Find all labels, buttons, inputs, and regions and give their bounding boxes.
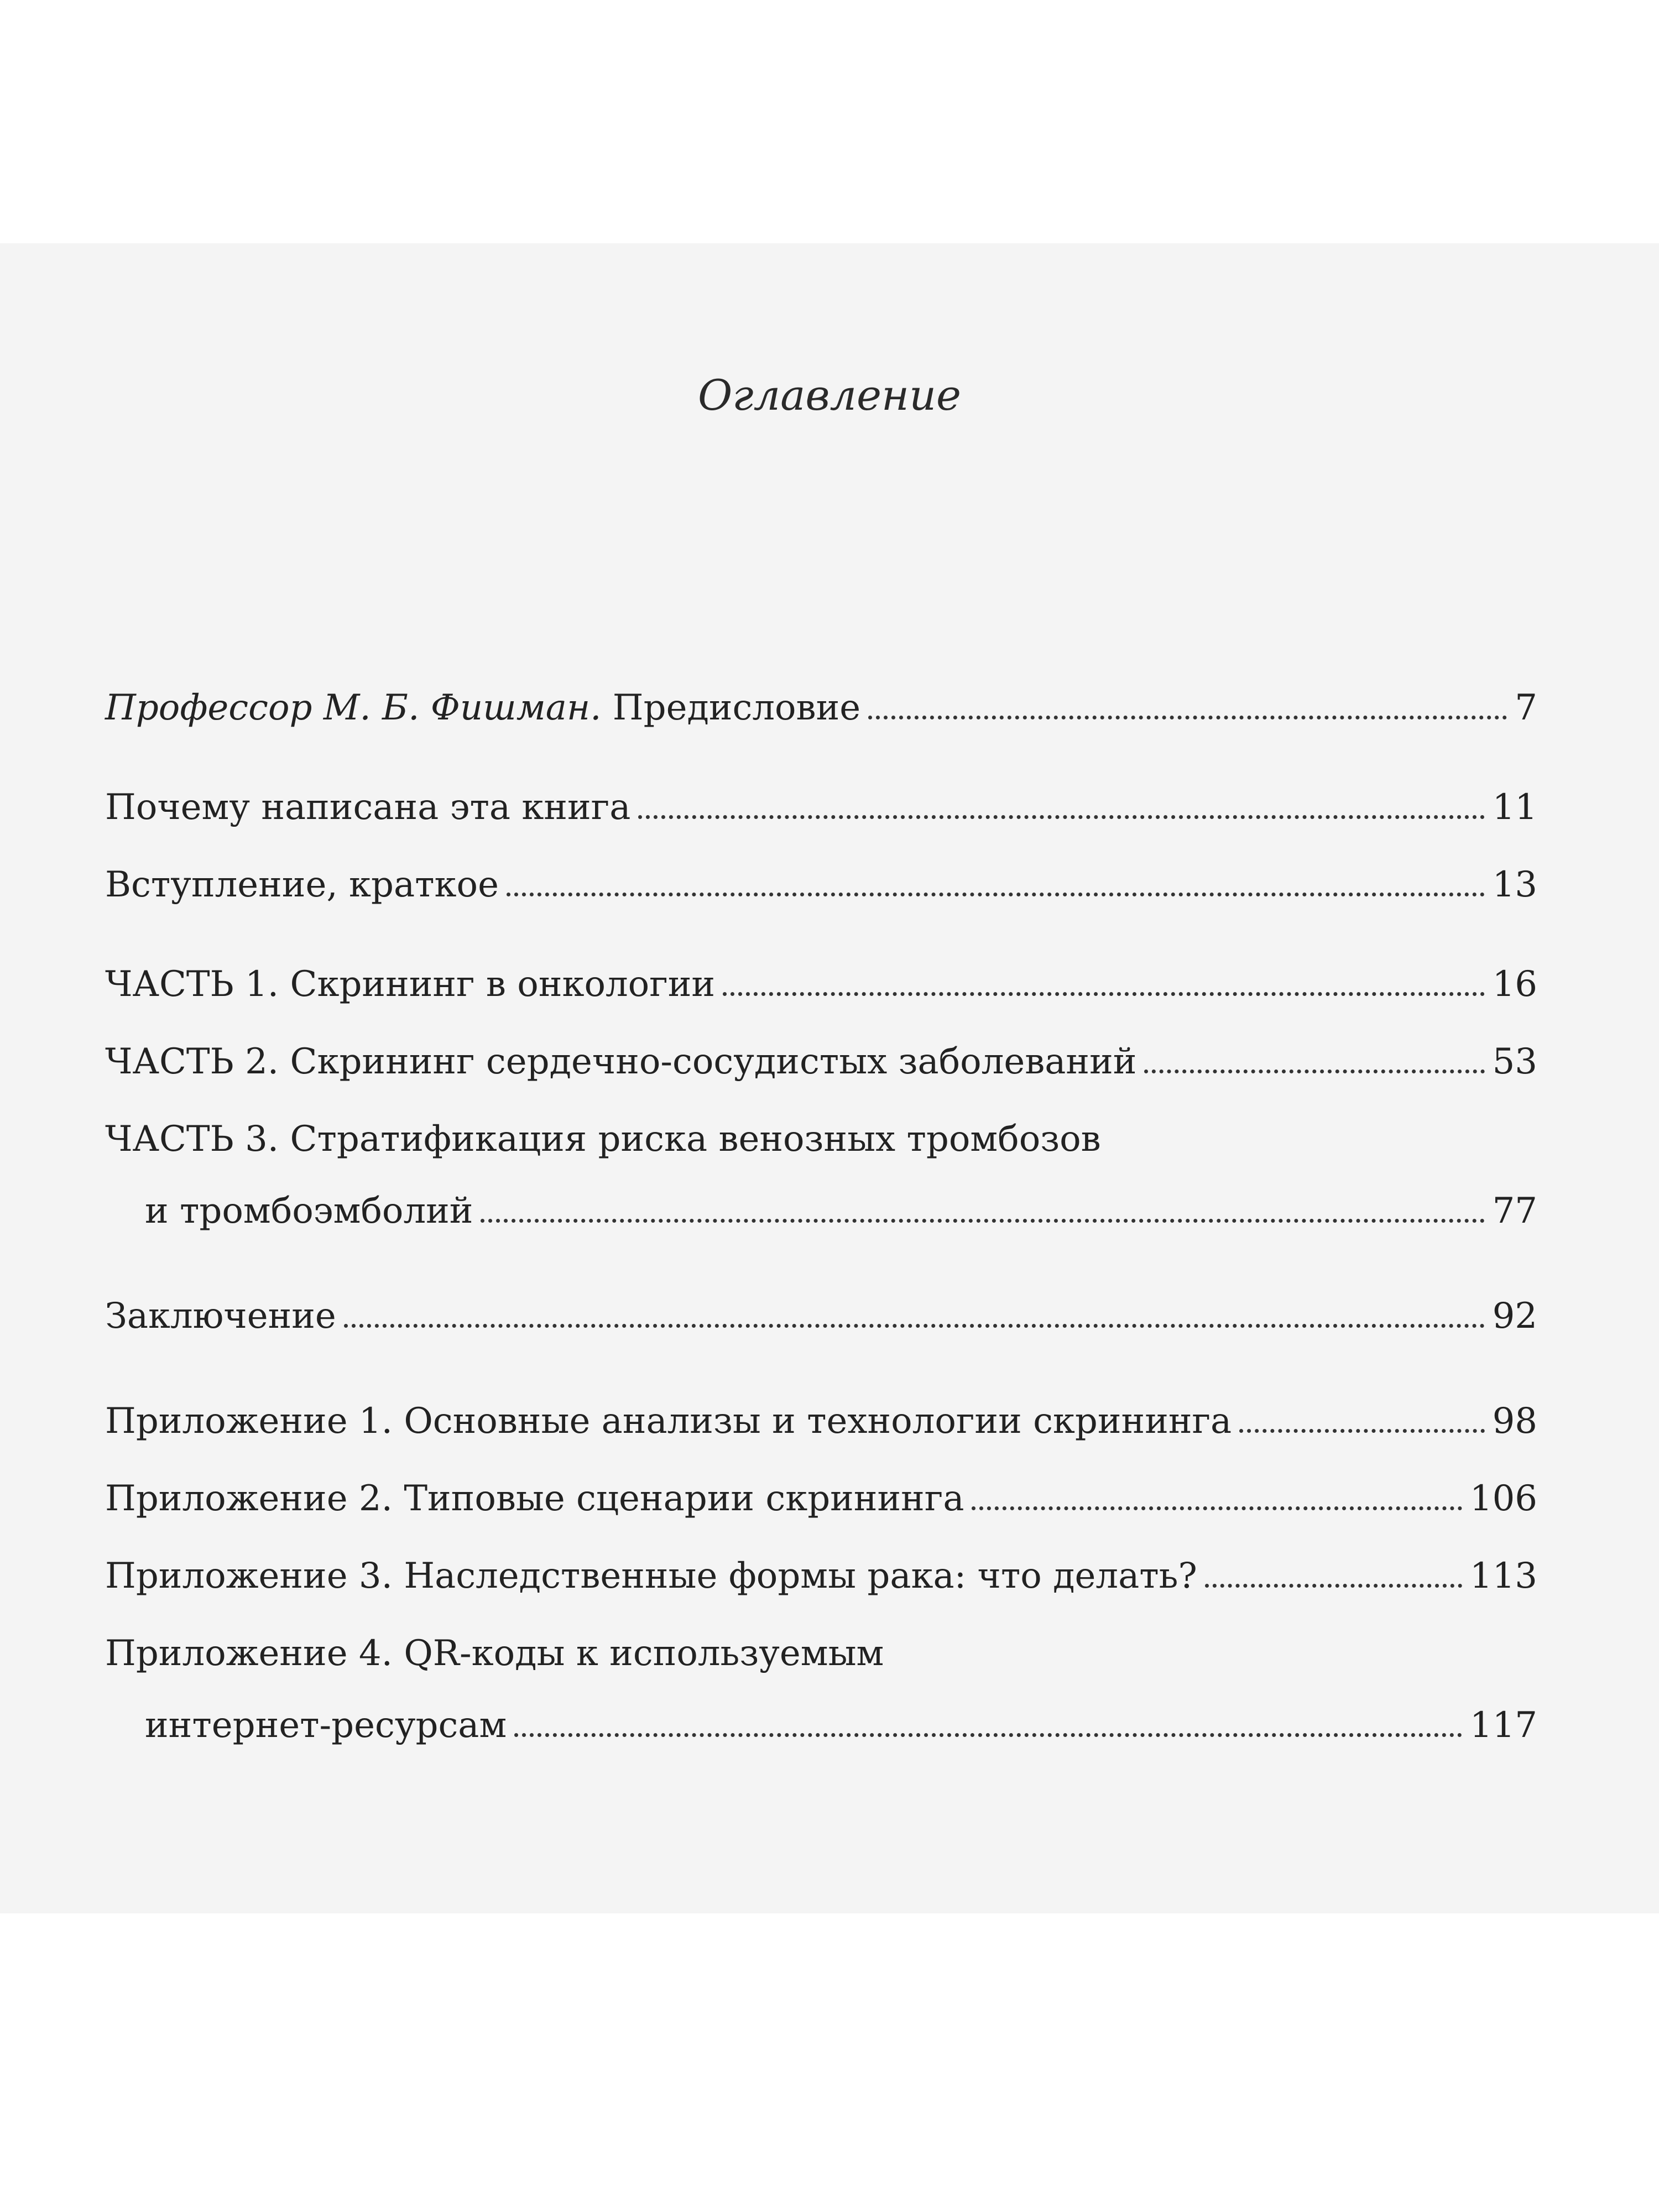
leader-dots [1144, 1070, 1484, 1073]
toc-page-number: 7 [1515, 687, 1537, 728]
leader-dots [972, 1506, 1462, 1510]
toc-entry-appendix4: Приложение 4. QR-коды к используемым [105, 1633, 884, 1674]
toc-entry-part1 [105, 962, 1537, 1006]
toc-page-number: 113 [1469, 1556, 1537, 1597]
leader-dots [481, 1219, 1484, 1223]
toc-entry-title: Заключение [105, 1296, 336, 1337]
toc-entry-conclusion [105, 1294, 1537, 1338]
leader-dots [1205, 1584, 1462, 1588]
toc-entry-title: Вступление, краткое [105, 864, 499, 905]
toc-entry-part3: ЧАСТЬ 3. Стратификация риска венозных тромбозов [105, 1119, 1101, 1160]
toc-page-number: 53 [1492, 1041, 1537, 1082]
toc-entry-intro [105, 863, 1537, 907]
toc-entry-appendix3 [105, 1554, 1537, 1598]
book-page [0, 243, 1659, 1913]
toc-entry-title: Приложение 1. Основные анализы и технологии скрининга [105, 1401, 1232, 1442]
toc-entry-title: ЧАСТЬ 1. Скрининг в онкологии [105, 964, 716, 1005]
toc-page-number: 92 [1492, 1296, 1537, 1337]
leader-dots [868, 716, 1507, 719]
leader-dots [723, 992, 1485, 996]
leader-dots [507, 893, 1485, 896]
toc-page-number: 77 [1492, 1191, 1537, 1232]
toc-page-number: 98 [1492, 1401, 1537, 1442]
toc-entry-title: Предисловие [601, 687, 861, 728]
leader-dots [344, 1324, 1485, 1328]
toc-entry-title: Почему написана эта книга [105, 787, 631, 828]
toc-entry-appendix1 [105, 1399, 1537, 1443]
leader-dots [514, 1733, 1462, 1737]
toc-entry-appendix4-cont [145, 1703, 1537, 1747]
toc-entry-preface [105, 686, 1537, 730]
toc-page-number: 11 [1492, 787, 1537, 828]
toc-entry-part3-cont [145, 1189, 1537, 1233]
toc-entry-author: Профессор М. Б. Фишман. [105, 687, 602, 728]
toc-entry-title: Приложение 3. Наследственные формы рака: что делать? [105, 1556, 1197, 1597]
toc-page-number: 13 [1492, 864, 1537, 905]
leader-dots [1239, 1429, 1484, 1433]
toc-entry-title: интернет-ресурсам [145, 1705, 507, 1746]
toc-entry-text [105, 686, 860, 730]
toc-entry-why [105, 785, 1537, 830]
toc-entry-part2 [105, 1040, 1537, 1084]
page-title: Оглавление [697, 371, 961, 420]
toc-page-number: 106 [1469, 1478, 1537, 1519]
toc-entry-appendix2 [105, 1477, 1537, 1521]
toc-page-number: 117 [1469, 1705, 1537, 1746]
toc-page-number: 16 [1492, 964, 1537, 1005]
toc-entry-title: Приложение 2. Типовые сценарии скрининга [105, 1478, 964, 1519]
toc-entry-title: и тромбоэмболий [145, 1191, 473, 1232]
leader-dots [638, 815, 1484, 819]
toc-entry-title: ЧАСТЬ 2. Скрининг сердечно-сосудистых заболеваний [105, 1041, 1137, 1082]
